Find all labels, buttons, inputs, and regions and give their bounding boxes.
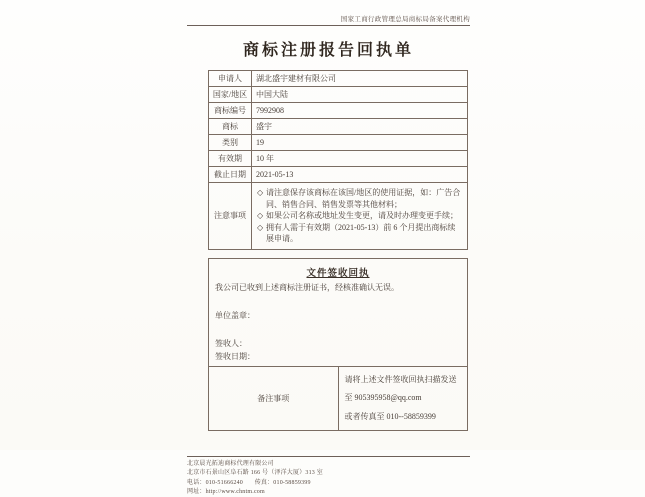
document-title: 商标注册报告回执单 xyxy=(242,42,414,59)
diamond-bullet-icon: ◇ xyxy=(257,211,264,221)
table-row xyxy=(209,71,468,87)
document-content xyxy=(187,14,470,497)
row-label-trademark: 商标 xyxy=(209,119,252,135)
table-row xyxy=(209,135,468,151)
receipt-box xyxy=(209,258,468,366)
notes-row xyxy=(209,183,468,250)
note-text: 拥有人需于有效期（2021-05-13）前 6 个月提出商标续展申请。 xyxy=(266,222,456,244)
row-label-category: 类别 xyxy=(209,135,252,151)
row-value-trademark: 盛宇 xyxy=(252,119,468,135)
footer-contact xyxy=(187,479,470,488)
row-value-trademark-number: 7992908 xyxy=(252,103,468,119)
sign-date-label: 签收日期： xyxy=(215,351,255,361)
note-item xyxy=(257,222,462,245)
remarks-line-fax: 或者传真至 010--58859399 xyxy=(344,411,436,421)
diamond-bullet-icon: ◇ xyxy=(257,222,264,232)
receipt-table xyxy=(208,258,468,431)
agency-footer xyxy=(187,456,470,497)
diamond-bullet-icon: ◇ xyxy=(257,188,264,197)
row-value-deadline: 2021-05-13 xyxy=(252,167,468,183)
row-label-trademark-number: 商标编号 xyxy=(209,103,252,119)
remarks-label: 备注事项 xyxy=(209,366,339,430)
letterhead-agency-note: 国家工商行政管理总局商标局备案代理机构 xyxy=(187,14,470,26)
notes-label: 注意事项 xyxy=(209,183,252,250)
footer-fax: 传真：010-58859399 xyxy=(254,479,311,486)
table-row xyxy=(209,103,468,119)
row-value-country: 中国大陆 xyxy=(252,87,468,103)
note-item xyxy=(257,187,462,210)
note-text: 请注意保存该商标在该国/地区的使用证据，如：广告合同、销售合同、销售发票等其他材料； xyxy=(266,188,461,209)
footer-address: 北京市石景山区阜石路 166 号（泽洋大厦）313 室 xyxy=(187,470,323,477)
row-label-applicant: 申请人 xyxy=(209,71,252,87)
row-value-validity: 10 年 xyxy=(252,151,468,167)
receipt-confirmation: 我公司已收到上述商标注册证书，经核准确认无误。 xyxy=(215,282,399,292)
footer-company: 北京晨光拓迪商标代理有限公司 xyxy=(187,461,274,468)
table-row xyxy=(209,151,468,167)
remarks-line-email: 请将上述文件签收回执扫描发送至 905395958@qq.com xyxy=(344,374,457,403)
receipt-box-row xyxy=(209,258,468,366)
stamp-label: 单位盖章： xyxy=(215,310,255,320)
row-label-validity: 有效期 xyxy=(209,151,252,167)
receipt-title: 文件签收回执 xyxy=(306,268,370,279)
note-text: 如果公司名称或地址发生变更，请及时办理变更手续； xyxy=(266,211,458,221)
footer-phone: 电话：010-51666240 xyxy=(187,479,243,486)
table-row xyxy=(209,119,468,135)
note-item xyxy=(257,210,462,222)
notes-cell xyxy=(252,183,468,250)
row-label-country: 国家/地区 xyxy=(209,87,252,103)
table-row xyxy=(209,87,468,103)
table-row xyxy=(209,167,468,183)
info-table xyxy=(208,70,468,250)
remarks-row xyxy=(209,366,468,430)
remarks-cell xyxy=(338,366,468,430)
signer-label: 签收人： xyxy=(215,338,247,348)
row-value-category: 19 xyxy=(252,135,468,151)
row-value-applicant: 湖北盛宇建材有限公司 xyxy=(252,71,468,87)
row-label-deadline: 截止日期 xyxy=(209,167,252,183)
footer-website: 网址：http://www.chntm.com xyxy=(187,489,265,496)
